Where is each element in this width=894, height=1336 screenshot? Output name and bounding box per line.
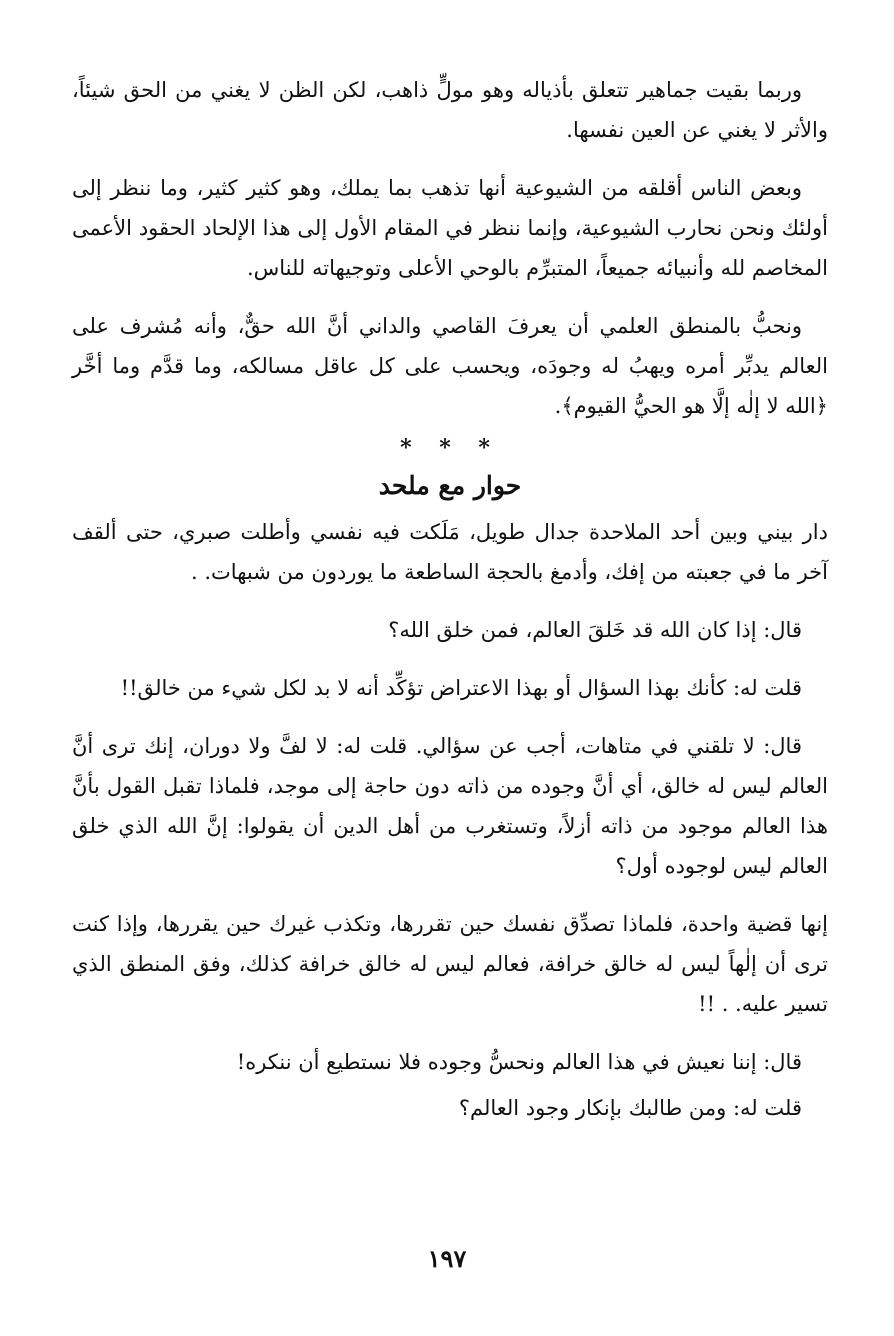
section-title: حوار مع ملحد <box>378 471 522 500</box>
paragraph: دار بيني وبين أحد الملاحدة جدال طويل، مَلَكت فيه نفسي وأطلت صبري، حتى ألقف آخر ما في جعبته من إفك، وأدمغ بالحجة الساطعة ما يوردون من شبهات. . <box>72 520 828 584</box>
paragraph: قال: إننا نعيش في هذا العالم ونحسُّ وجوده فلا نستطيع أن ننكره! <box>236 1050 802 1074</box>
paragraph: وربما بقيت جماهير تتعلق بأذياله وهو مولٍّ ذاهب، لكن الظن لا يغني من الحق شيئاً، والأثر لا يغني عن العين نفسها. <box>72 78 828 142</box>
paragraph: قلت له: ومن طالبك بإنكار وجود العالم؟ <box>458 1096 802 1120</box>
paragraph: قال: لا تلقني في متاهات، أجب عن سؤالي. قلت له: لا لفَّ ولا دوران، إنك ترى أنَّ العالم ليس له خالق، أي أنَّ وجوده من ذاته دون حاجة إلى موجد، فلماذا تقبل القول بأنَّ هذا العالم موجود من ذاته أزلاً، وتستغرب من أهل الدين أن يقولوا: إنَّ الله الذي خلق العالم ليس لوجوده أول؟ <box>72 734 828 878</box>
paragraph: إنها قضية واحدة، فلماذا تصدِّق نفسك حين تقررها، وتكذب غيرك حين يقررها، وإذا كنت ترى أن إلٰهاً ليس له خالق خرافة، فعالم ليس له خالق خرافة كذلك، وفق المنطق الذي تسير عليه. . !! <box>72 912 828 1016</box>
paragraph: قال: إذا كان الله قد خَلقَ العالم، فمن خلق الله؟ <box>388 618 802 642</box>
paragraph: ونحبُّ بالمنطق العلمي أن يعرفَ القاصي والداني أنَّ الله حقٌّ، وأنه مُشرف على العالم يدبِّر أمره ويهبُ له وجودَه، ويحسب على كل عاقل مسالكه، وما قدَّم وما أخَّر ﴿الله لا إلٰه إلَّا هو الحيُّ القيوم﴾. <box>72 314 828 418</box>
paragraph: وبعض الناس أقلقه من الشيوعية أنها تذهب بما يملك، وهو كثير كثير، وما ننظر إلى أولئك ونحن نحارب الشيوعية، وإنما ننظر في المقام الأول إلى هذا الإلحاد الحقود الأعمى المخاصم لله وأنبيائه جميعاً، المتبرِّم بالوحي الأعلى وتوجيهاته للناس. <box>72 176 828 280</box>
page-number: ١٩٧ <box>427 1244 467 1273</box>
paragraph: قلت له: كأنك بهذا السؤال أو بهذا الاعتراض تؤكِّد أنه لا بد لكل شيء من خالق!! <box>120 676 802 700</box>
section-separator: * * * <box>400 435 500 461</box>
